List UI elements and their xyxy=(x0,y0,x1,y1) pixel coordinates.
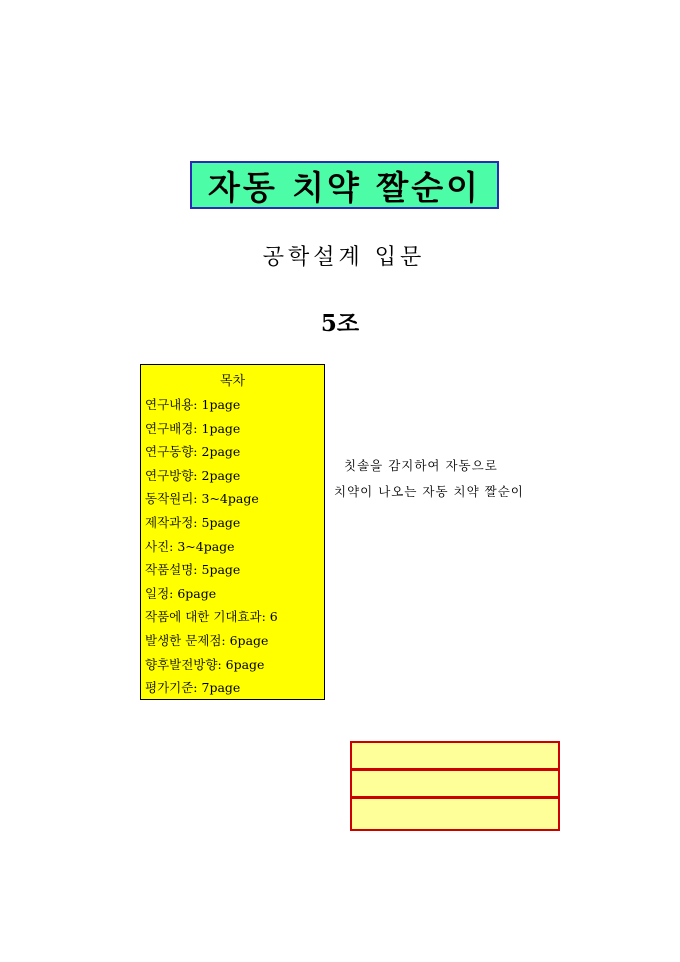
document-title: 자동 치약 짤순이 xyxy=(207,167,482,207)
description-line-2: 치약이 나오는 자동 치약 짤순이 xyxy=(334,484,524,499)
toc-item: 작품설명: 5page xyxy=(145,562,241,578)
toc-item: 동작원리: 3~4page xyxy=(145,491,259,507)
toc-item: 연구동향: 2page xyxy=(145,444,241,460)
project-description xyxy=(334,453,634,505)
toc-item: 평가기준: 7page xyxy=(145,680,241,696)
toc-item: 연구방향: 2page xyxy=(145,467,241,483)
title-box xyxy=(190,161,499,209)
description-line-1: 칫솔을 감지하여 자동으로 xyxy=(344,458,498,473)
toc-item: 발생한 문제점: 6page xyxy=(145,632,269,648)
empty-box xyxy=(350,741,560,770)
empty-box xyxy=(350,797,560,831)
toc-item: 작품에 대한 기대효과: 6 xyxy=(145,609,278,625)
subtitle: 공학설계 입문 xyxy=(262,245,426,270)
toc-list xyxy=(145,393,322,700)
toc-item: 향후발전방향: 6page xyxy=(145,656,265,672)
team-label: 5조 xyxy=(320,310,360,337)
toc-item: 연구배경: 1page xyxy=(145,420,241,436)
toc-item: 일정: 6page xyxy=(145,585,217,601)
toc-item: 사진: 3~4page xyxy=(145,538,235,554)
empty-box xyxy=(350,769,560,798)
toc-heading: 목차 xyxy=(219,374,246,389)
table-of-contents xyxy=(140,364,325,700)
toc-item: 연구내용: 1page xyxy=(145,397,241,412)
toc-item: 제작과정: 5page xyxy=(145,514,241,530)
